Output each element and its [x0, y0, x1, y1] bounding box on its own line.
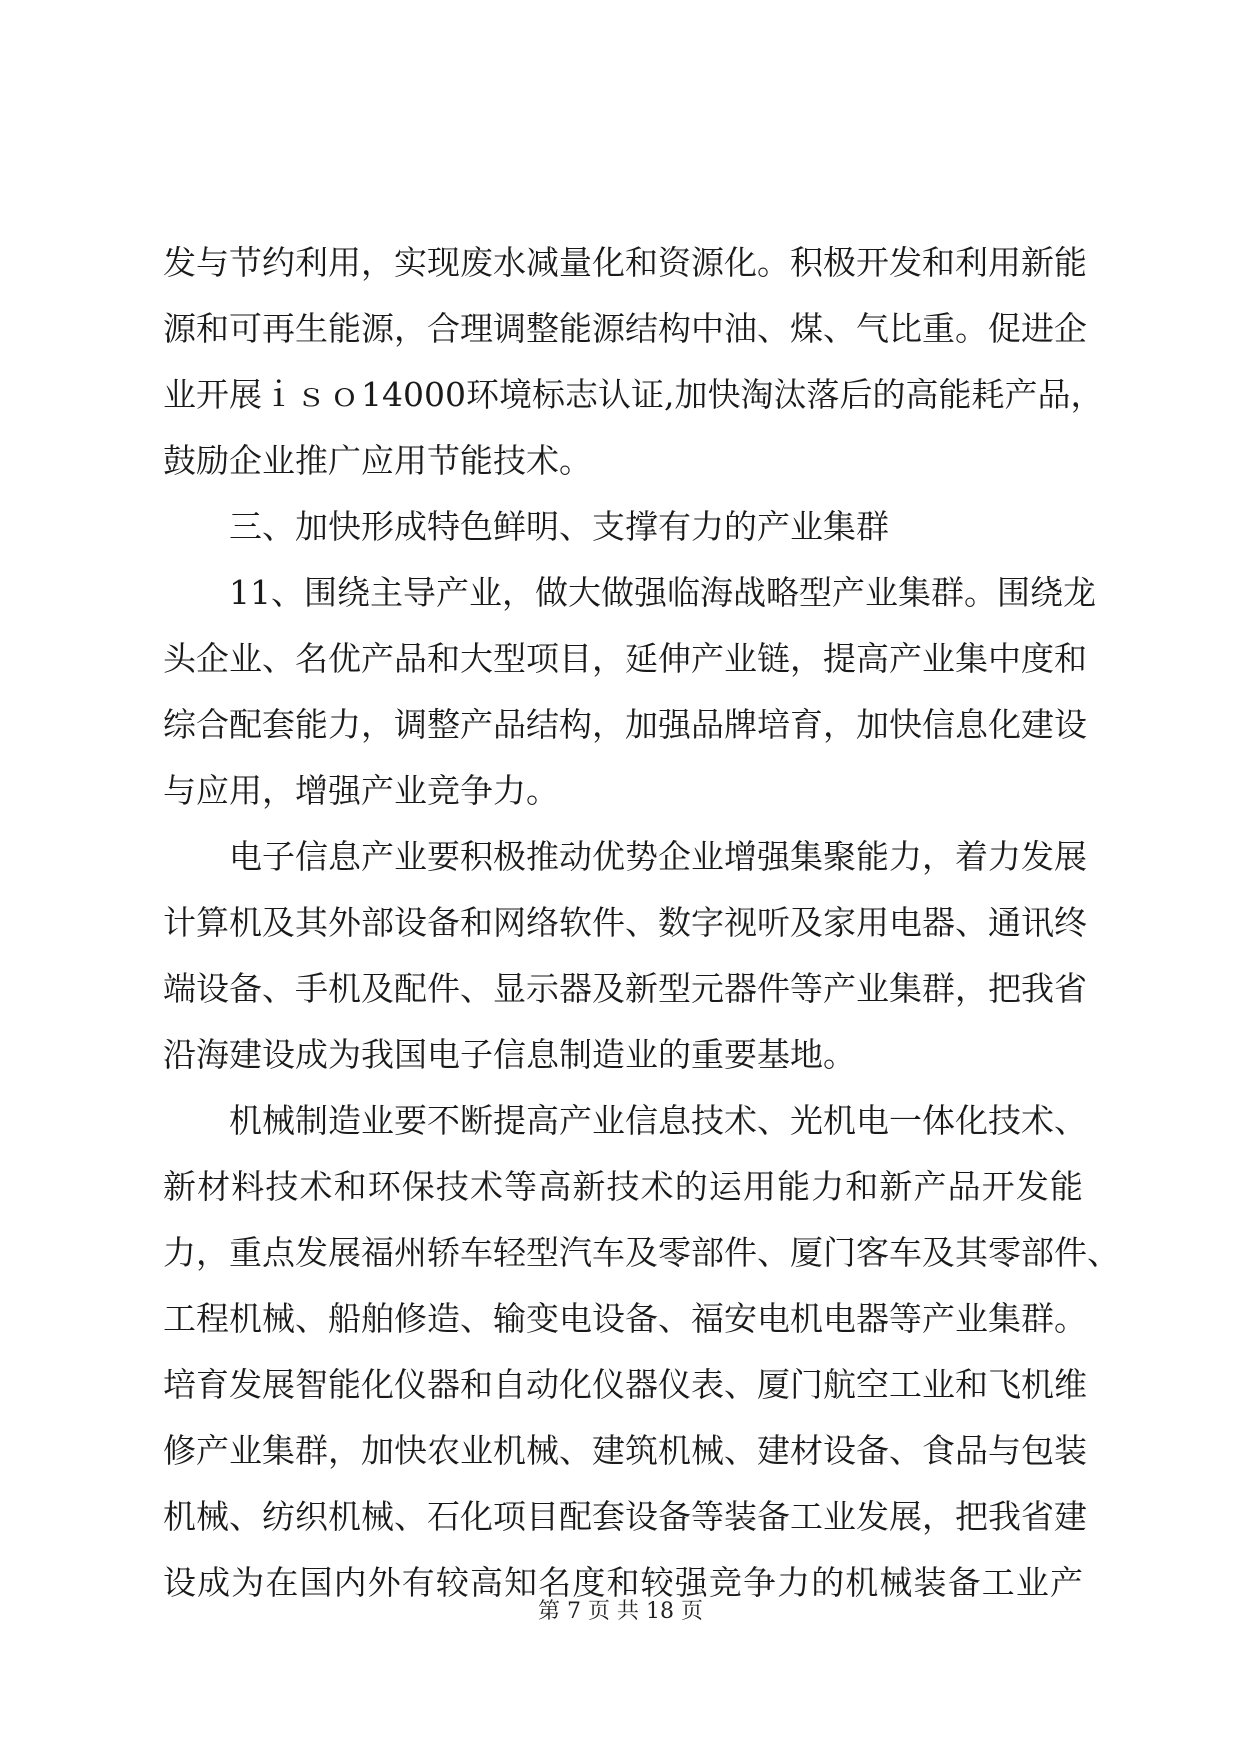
text-line: 力，重点发展福州轿车轻型汽车及零部件、厦门客车及其零部件、	[163, 1233, 1120, 1272]
text-line: 工程机械、船舶修造、输变电设备、福安电机电器等产业集群。	[163, 1299, 1087, 1338]
text-line: 培育发展智能化仪器和自动化仪器仪表、厦门航空工业和飞机维	[163, 1365, 1087, 1404]
text-line: 头企业、名优产品和大型项目，延伸产业链，提高产业集中度和	[163, 639, 1087, 678]
paragraph	[163, 560, 1096, 824]
text-line: 修产业集群，加快农业机械、建筑机械、建材设备、食品与包装	[163, 1431, 1087, 1470]
text-line: 设成为在国内外有较高知名度和较强竞争力的机械装备工业产	[163, 1563, 1083, 1602]
paragraph	[163, 824, 1087, 1088]
text-line: 机械、纺织机械、石化项目配套设备等装备工业发展，把我省建	[163, 1497, 1087, 1536]
paragraph	[163, 1088, 1120, 1616]
paragraph	[163, 494, 1083, 560]
text-line: 沿海建设成为我国电子信息制造业的重要基地。	[163, 1035, 856, 1074]
text-line: 与应用，增强产业竞争力。	[163, 771, 559, 810]
text-line: 端设备、手机及配件、显示器及新型元器件等产业集群，把我省	[163, 969, 1087, 1008]
text-line: 电子信息产业要积极推动优势企业增强集聚能力，着力发展	[229, 837, 1087, 876]
text-line: 计算机及其外部设备和网络软件、数字视听及家用电器、通讯终	[163, 903, 1087, 942]
page-footer	[0, 1597, 1241, 1627]
paragraph	[163, 230, 1104, 494]
text-line: 新材料技术和环保技术等高新技术的运用能力和新产品开发能	[163, 1167, 1083, 1206]
text-line: 机械制造业要不断提高产业信息技术、光机电一体化技术、	[229, 1101, 1087, 1140]
text-line: 业开展ｉｓｏ14000环境标志认证,加快淘汰落后的高能耗产品，	[163, 375, 1104, 414]
text-line: 鼓励企业推广应用节能技术。	[163, 441, 592, 480]
text-line: 源和可再生能源，合理调整能源结构中油、煤、气比重。促进企	[163, 309, 1087, 348]
text-line: 三、加快形成特色鲜明、支撑有力的产业集群	[229, 507, 889, 546]
body-text	[163, 230, 1120, 1616]
text-line: 综合配套能力，调整产品结构，加强品牌培育，加快信息化建设	[163, 705, 1087, 744]
text-line: 11、围绕主导产业，做大做强临海战略型产业集群。围绕龙	[229, 573, 1096, 612]
page-number: 第 7 页 共 18 页	[538, 1599, 703, 1624]
text-line: 发与节约利用，实现废水减量化和资源化。积极开发和利用新能	[163, 243, 1087, 282]
